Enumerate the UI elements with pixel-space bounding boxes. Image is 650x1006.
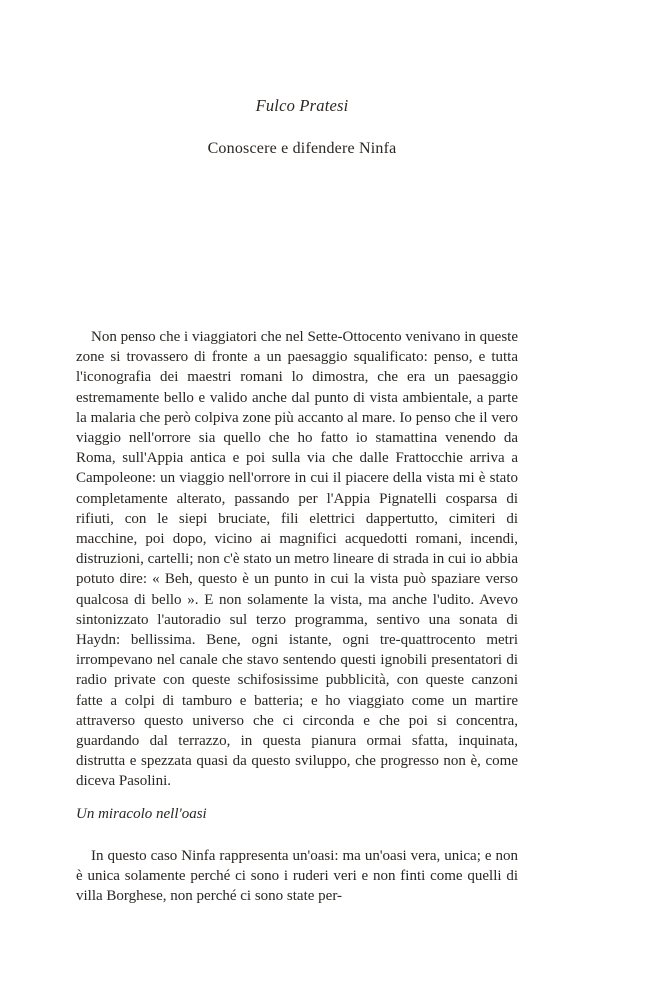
essay-title: Conoscere e difendere Ninfa — [207, 140, 397, 157]
body-paragraph-2: In questo caso Ninfa rappresenta un'oasi: ma un'oasi vera, unica; e non è unica solamente perché ci sono i ruderi veri e non finti come quelli di villa Borghese, non perché ci sono state per- — [76, 848, 518, 905]
section-heading: Un miracolo nell'oasi — [76, 806, 207, 822]
author-name: Fulco Pratesi — [255, 96, 349, 115]
body-paragraph-1: Non penso che i viaggiatori che nel Sette-Ottocento venivano in queste zone si trovassero di fronte a un paesaggio squalificato: penso, e tutta l'iconografia dei maestri romani lo dimostra, che era un paesaggio estremamente bello e valido anche dal punto di vista ambientale, a parte la malaria che però colpiva zone più accanto al mare. Io penso che il vero viaggio nell'orrore sia quello che ho fatto io stamattina venendo da Roma, sull'Appia antica e poi sulla via che dalle Frattocchie arriva a Campoleone: un viaggio nell'orrore in cui il piacere della vista mi è stato completamente alterato, passando per l'Appia Pignatelli cosparsa di rifiuti, con le siepi bruciate, fili elettrici dappertutto, cimiteri di macchine, poi dopo, vicino ai magnifici acquedotti romani, incendi, distruzioni, cartelli; non c'è stato un metro lineare di strada in cui io abbia potuto dire: « Beh, questo è un punto in cui la vista può spaziare verso qualcosa di bello ». E non solamente la vista, ma anche l'udito. Avevo sintonizzato l'autoradio sul terzo programma, sentivo una sonata di Haydn: bellissima. Bene, ogni istante, ogni tre-quattrocento metri irrompevano nel canale che stavo sentendo questi ignobili presentatori di radio private con queste schifosissime pubblicità, con queste canzoni fatte a colpi di tamburo e batteria; e ho viaggiato come un martire attraverso questo universo che ci circonda e che poi si concentra, guardando dal terrazzo, in questa pianura ormai sfatta, inquinata, distrutta e spezzata quasi da questo sviluppo, che progresso non è, come diceva Pasolini. — [76, 329, 518, 790]
